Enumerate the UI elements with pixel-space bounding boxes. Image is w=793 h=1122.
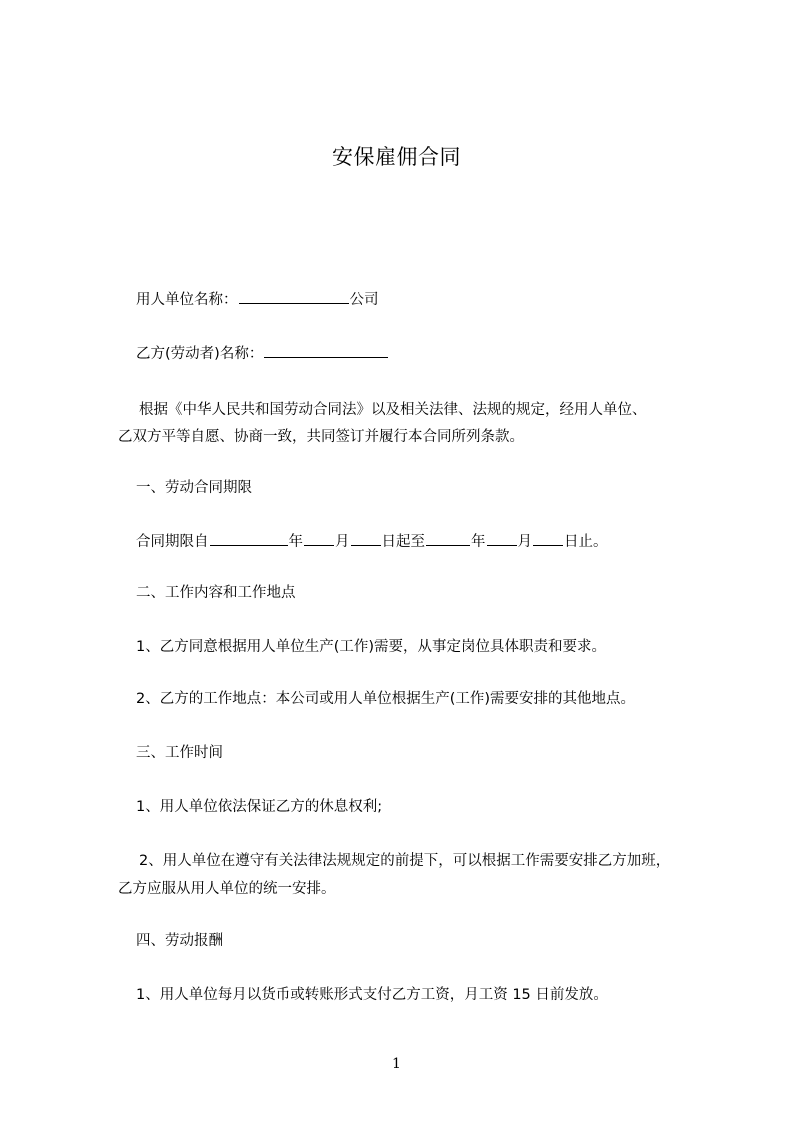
employer-suffix: 公司 [349, 292, 379, 308]
term-year-1: 年 [288, 534, 303, 550]
section-1-heading: 一、劳动合同期限 [136, 480, 252, 496]
term-day-from: 日起至 [381, 534, 425, 550]
section-3-item-1: 1、用人单位依法保证乙方的休息权利; [136, 799, 383, 815]
employer-name-blank[interactable] [239, 289, 349, 304]
start-year-blank[interactable] [210, 531, 288, 546]
employer-label: 用人单位名称： [136, 292, 238, 308]
section-2-heading: 二、工作内容和工作地点 [136, 585, 296, 601]
section-4-item-1: 1、用人单位每月以货币或转账形式支付乙方工资，月工资 15 日前发放。 [136, 987, 608, 1003]
term-day-end: 日止。 [564, 534, 608, 550]
section-2-item-2: 2、乙方的工作地点：本公司或用人单位根据生产(工作)需要安排的其他地点。 [136, 691, 636, 707]
term-prefix: 合同期限自 [136, 534, 209, 550]
section-3-item-2-line-1: 2、用人单位在遵守有关法律法规规定的前提下，可以根据工作需要安排乙方加班， [139, 853, 671, 869]
section-4-heading: 四、劳动报酬 [136, 933, 223, 949]
page-number: 1 [392, 1056, 401, 1072]
preamble-line-1: 根据《中华人民共和国劳动合同法》以及相关法律、法规的规定，经用人单位、 [139, 402, 647, 418]
section-3-heading: 三、工作时间 [136, 745, 223, 761]
document-title: 安保雇佣合同 [332, 145, 461, 169]
term-year-2: 年 [471, 534, 486, 550]
start-month-blank[interactable] [304, 531, 334, 546]
contract-term-line [118, 529, 716, 555]
employee-name-line [118, 341, 716, 367]
section-2-item-1: 1、乙方同意根据用人单位生产(工作)需要，从事定岗位具体职责和要求。 [136, 639, 607, 655]
term-month-1: 月 [335, 534, 350, 550]
term-month-2: 月 [517, 534, 532, 550]
start-day-blank[interactable] [351, 531, 381, 546]
employee-name-blank[interactable] [264, 343, 388, 358]
section-3-item-2-line-2: 乙方应服从用人单位的统一安排。 [118, 881, 336, 897]
end-day-blank[interactable] [533, 531, 563, 546]
employee-label: 乙方(劳动者)名称： [136, 346, 264, 362]
end-month-blank[interactable] [487, 531, 517, 546]
end-year-blank[interactable] [426, 531, 470, 546]
employer-name-line [118, 287, 716, 313]
preamble-line-2: 乙双方平等自愿、协商一致，共同签订并履行本合同所列条款。 [118, 429, 524, 445]
